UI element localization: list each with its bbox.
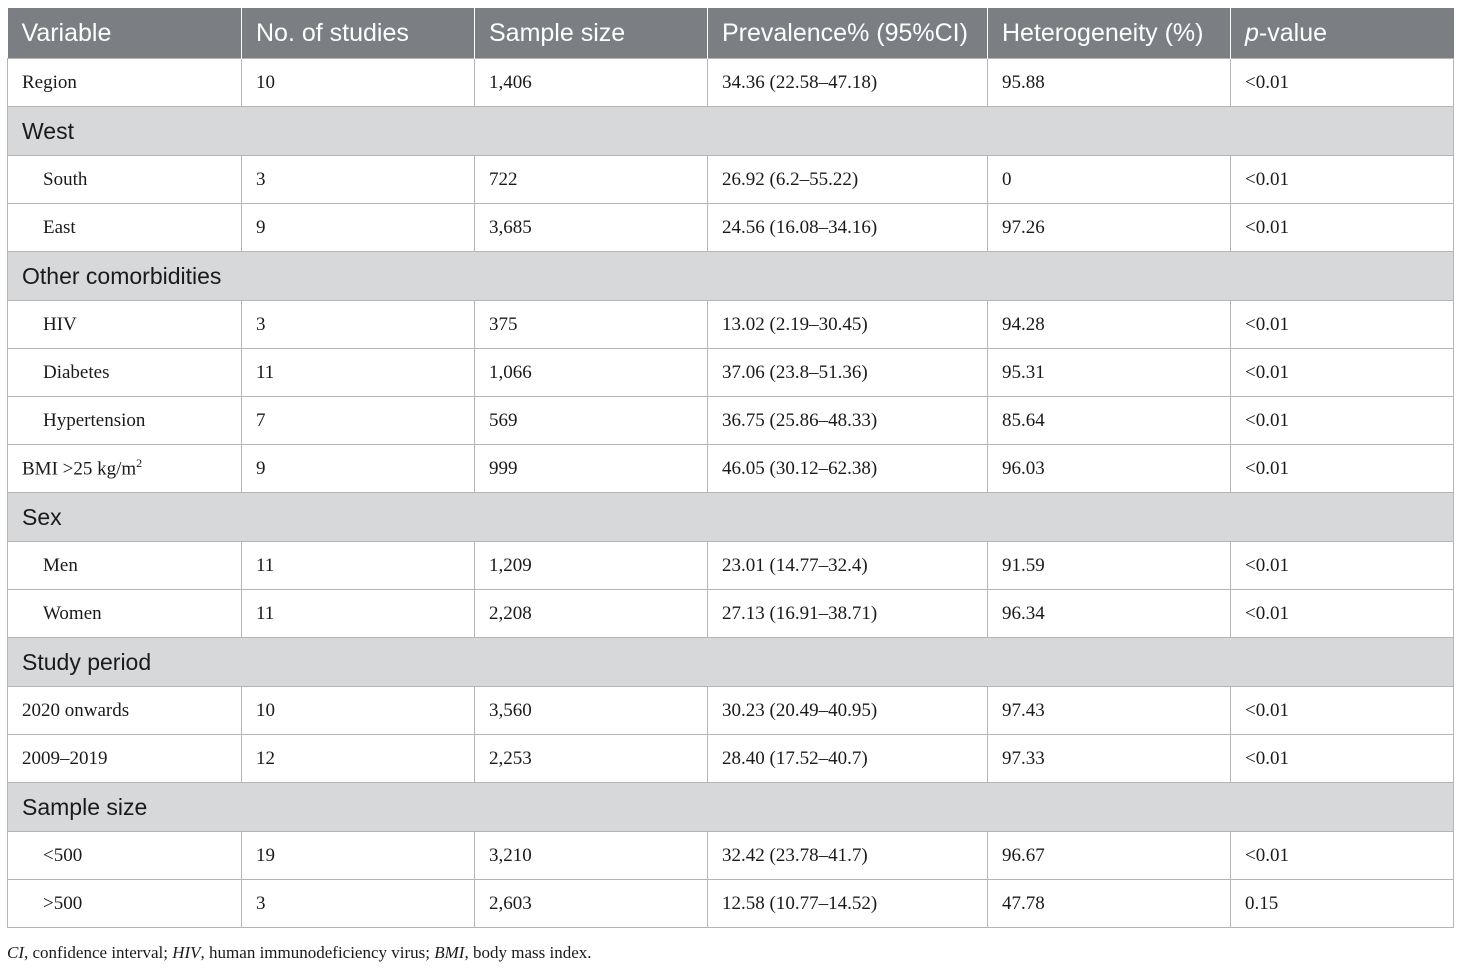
cell-heterogeneity: 94.28 — [988, 301, 1231, 349]
table-row — [8, 59, 1454, 107]
cell-p-value: <0.01 — [1231, 156, 1454, 204]
cell-prevalence: 28.40 (17.52–40.7) — [708, 735, 988, 783]
group-row-sex — [8, 493, 1454, 542]
table-row — [8, 349, 1454, 397]
cell-variable: Men — [8, 542, 242, 590]
cell-studies: 3 — [242, 880, 475, 928]
cell-p-value: <0.01 — [1231, 590, 1454, 638]
footnote-ci-text: , confidence interval; — [24, 943, 173, 962]
cell-sample: 999 — [475, 445, 708, 493]
cell-heterogeneity: 96.03 — [988, 445, 1231, 493]
header-studies: No. of studies — [242, 8, 475, 59]
cell-prevalence: 36.75 (25.86–48.33) — [708, 397, 988, 445]
cell-heterogeneity: 97.33 — [988, 735, 1231, 783]
cell-p-value: <0.01 — [1231, 397, 1454, 445]
cell-prevalence: 30.23 (20.49–40.95) — [708, 687, 988, 735]
table-row — [8, 397, 1454, 445]
cell-heterogeneity: 96.34 — [988, 590, 1231, 638]
cell-heterogeneity: 91.59 — [988, 542, 1231, 590]
group-row-west — [8, 107, 1454, 156]
header-p-italic: p — [1245, 18, 1259, 47]
table-row — [8, 590, 1454, 638]
cell-studies: 11 — [242, 590, 475, 638]
cell-studies: 3 — [242, 301, 475, 349]
prevalence-table-container — [7, 8, 1453, 928]
group-label: Other comorbidities — [8, 252, 1454, 301]
footnote-hiv-abbr: HIV — [172, 943, 201, 962]
cell-variable: HIV — [8, 301, 242, 349]
cell-variable: 2020 onwards — [8, 687, 242, 735]
cell-variable: Hypertension — [8, 397, 242, 445]
cell-studies: 10 — [242, 687, 475, 735]
cell-p-value: 0.15 — [1231, 880, 1454, 928]
cell-variable: Women — [8, 590, 242, 638]
cell-heterogeneity: 0 — [988, 156, 1231, 204]
cell-studies: 10 — [242, 59, 475, 107]
header-sample-size: Sample size — [475, 8, 708, 59]
cell-prevalence: 32.42 (23.78–41.7) — [708, 832, 988, 880]
cell-studies: 11 — [242, 349, 475, 397]
cell-sample: 2,208 — [475, 590, 708, 638]
cell-prevalence: 12.58 (10.77–14.52) — [708, 880, 988, 928]
cell-heterogeneity: 97.43 — [988, 687, 1231, 735]
footnote-bmi-abbr: BMI — [434, 943, 465, 962]
cell-prevalence: 27.13 (16.91–38.71) — [708, 590, 988, 638]
cell-p-value: <0.01 — [1231, 735, 1454, 783]
cell-variable-superscript: 2 — [136, 456, 143, 471]
header-row — [8, 8, 1454, 59]
cell-variable: >500 — [8, 880, 242, 928]
cell-prevalence: 46.05 (30.12–62.38) — [708, 445, 988, 493]
table-row — [8, 735, 1454, 783]
table-row — [8, 832, 1454, 880]
footnote-bmi-text: , body mass index. — [464, 943, 592, 962]
cell-p-value: <0.01 — [1231, 301, 1454, 349]
table-row — [8, 204, 1454, 252]
group-row-other-comorbidities — [8, 252, 1454, 301]
cell-prevalence: 24.56 (16.08–34.16) — [708, 204, 988, 252]
header-heterogeneity: Heterogeneity (%) — [988, 8, 1231, 59]
table-row — [8, 687, 1454, 735]
header-p-rest: -value — [1258, 18, 1327, 47]
table-row — [8, 301, 1454, 349]
table-row — [8, 156, 1454, 204]
cell-heterogeneity: 97.26 — [988, 204, 1231, 252]
header-p-value — [1231, 8, 1454, 59]
cell-p-value: <0.01 — [1231, 542, 1454, 590]
prevalence-table — [7, 8, 1454, 928]
cell-sample: 569 — [475, 397, 708, 445]
cell-p-value: <0.01 — [1231, 204, 1454, 252]
cell-heterogeneity: 47.78 — [988, 880, 1231, 928]
cell-heterogeneity: 85.64 — [988, 397, 1231, 445]
cell-heterogeneity: 95.88 — [988, 59, 1231, 107]
cell-prevalence: 37.06 (23.8–51.36) — [708, 349, 988, 397]
group-label: Study period — [8, 638, 1454, 687]
cell-studies: 19 — [242, 832, 475, 880]
cell-variable: 2009–2019 — [8, 735, 242, 783]
group-label: Sample size — [8, 783, 1454, 832]
cell-variable: Diabetes — [8, 349, 242, 397]
cell-prevalence: 34.36 (22.58–47.18) — [708, 59, 988, 107]
cell-heterogeneity: 96.67 — [988, 832, 1231, 880]
cell-sample: 722 — [475, 156, 708, 204]
cell-p-value: <0.01 — [1231, 59, 1454, 107]
cell-variable: South — [8, 156, 242, 204]
group-row-study-period — [8, 638, 1454, 687]
table-row — [8, 880, 1454, 928]
cell-studies: 9 — [242, 445, 475, 493]
cell-studies: 7 — [242, 397, 475, 445]
header-variable: Variable — [8, 8, 242, 59]
cell-sample: 2,603 — [475, 880, 708, 928]
table-footnote — [7, 943, 592, 963]
cell-variable: <500 — [8, 832, 242, 880]
cell-heterogeneity: 95.31 — [988, 349, 1231, 397]
cell-sample: 1,066 — [475, 349, 708, 397]
cell-variable-text: BMI >25 kg/m — [22, 458, 137, 480]
cell-p-value: <0.01 — [1231, 687, 1454, 735]
cell-sample: 1,406 — [475, 59, 708, 107]
cell-sample: 375 — [475, 301, 708, 349]
cell-studies: 11 — [242, 542, 475, 590]
cell-sample: 3,685 — [475, 204, 708, 252]
table-row — [8, 445, 1454, 493]
footnote-ci-abbr: CI — [7, 943, 24, 962]
cell-prevalence: 13.02 (2.19–30.45) — [708, 301, 988, 349]
group-row-sample-size — [8, 783, 1454, 832]
cell-sample: 1,209 — [475, 542, 708, 590]
cell-studies: 3 — [242, 156, 475, 204]
cell-sample: 3,560 — [475, 687, 708, 735]
cell-prevalence: 23.01 (14.77–32.4) — [708, 542, 988, 590]
cell-variable: East — [8, 204, 242, 252]
cell-sample: 2,253 — [475, 735, 708, 783]
group-label: Sex — [8, 493, 1454, 542]
footnote-hiv-text: , human immunodeficiency virus; — [200, 943, 435, 962]
cell-p-value: <0.01 — [1231, 349, 1454, 397]
table-row — [8, 542, 1454, 590]
cell-studies: 9 — [242, 204, 475, 252]
cell-prevalence: 26.92 (6.2–55.22) — [708, 156, 988, 204]
group-label: West — [8, 107, 1454, 156]
cell-variable — [8, 445, 242, 493]
cell-p-value: <0.01 — [1231, 832, 1454, 880]
cell-studies: 12 — [242, 735, 475, 783]
cell-p-value: <0.01 — [1231, 445, 1454, 493]
cell-variable: Region — [8, 59, 242, 107]
header-prevalence: Prevalence% (95%CI) — [708, 8, 988, 59]
cell-sample: 3,210 — [475, 832, 708, 880]
